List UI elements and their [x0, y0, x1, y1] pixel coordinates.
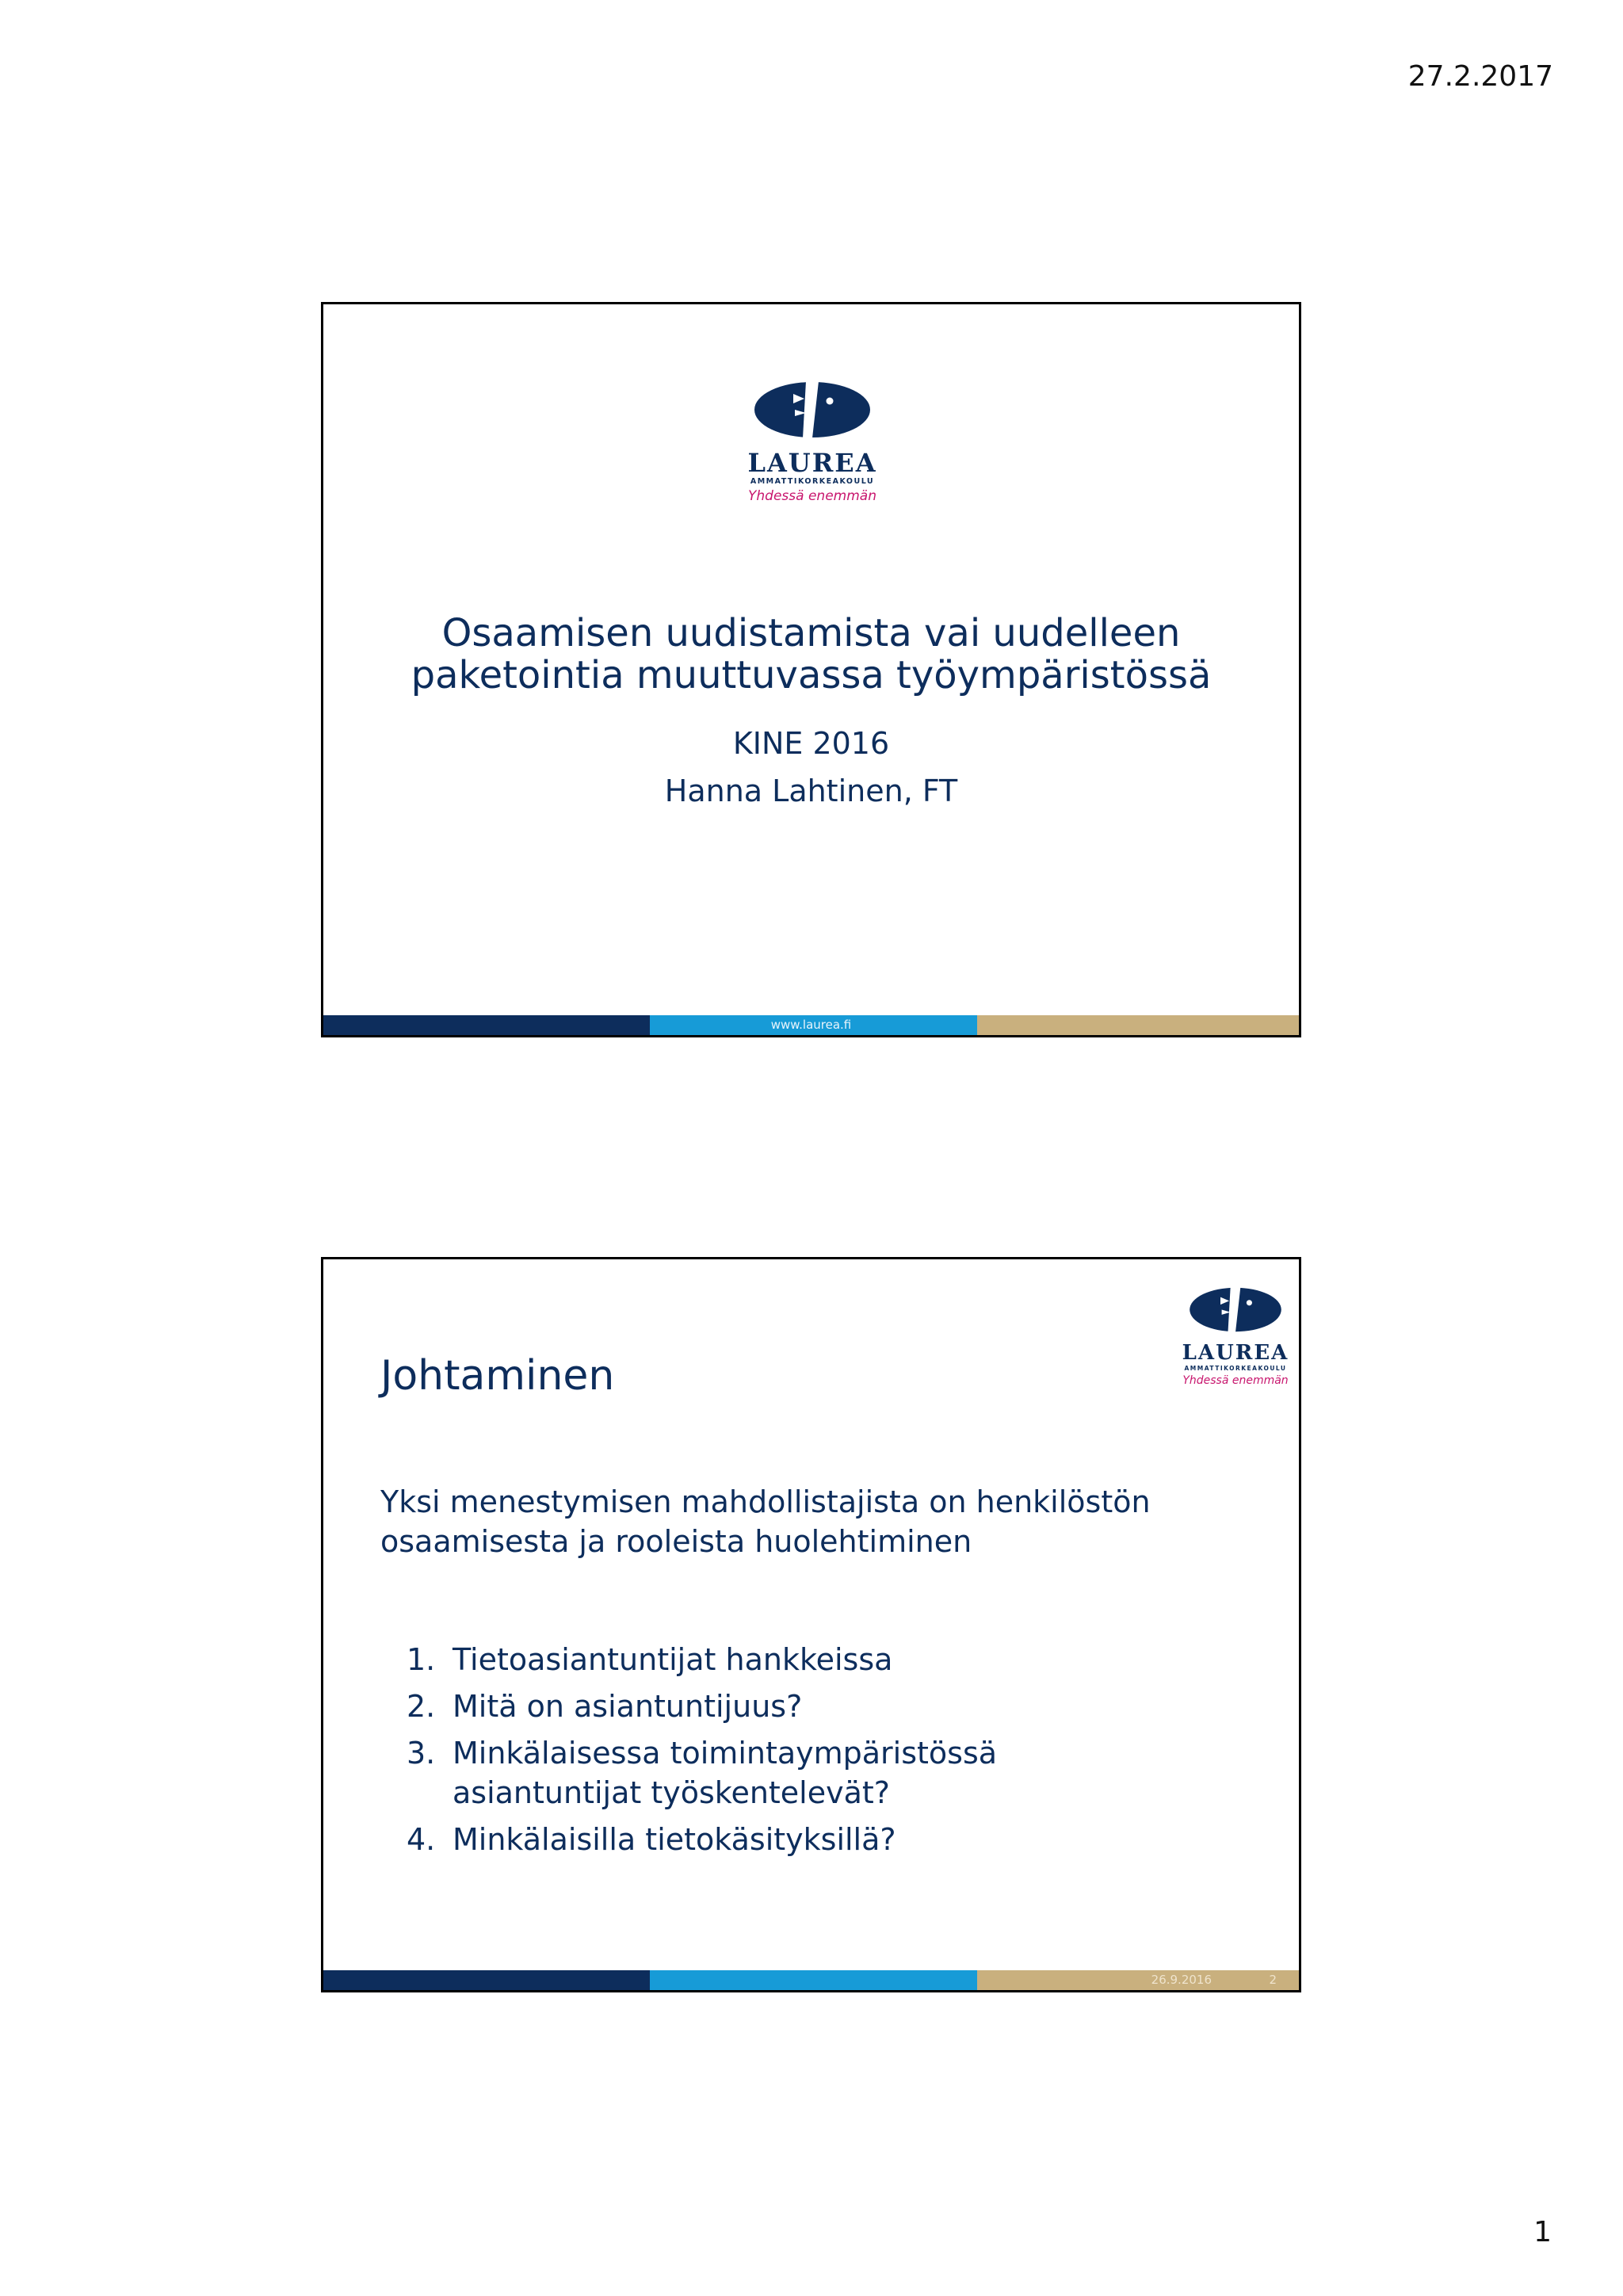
slide-1-author: Hanna Lahtinen, FT: [664, 774, 958, 808]
footer-segment-sand: [977, 1970, 1299, 1990]
logo-tagline: Yhdessä enemmän: [1182, 1374, 1289, 1387]
list-item-line: Tietoasiantuntijat hankkeissa: [453, 1642, 893, 1677]
list-item: [407, 1640, 1120, 1679]
logo-subtitle: AMMATTIKORKEAKOULU: [1184, 1365, 1287, 1372]
slide-1-title-line-1: Osaamisen uudistamista vai uudelleen: [441, 611, 1181, 655]
logo-subtitle: AMMATTIKORKEAKOULU: [750, 477, 875, 486]
slide-2-footer-bar: [323, 1970, 1299, 1990]
slide-2-intro-line-2: osaamisesta ja rooleista huolehtiminen: [380, 1524, 972, 1559]
list-item-text: [453, 1687, 1120, 1726]
footer-segment-navy: [323, 1970, 650, 1990]
logo-tagline: Yhdessä enemmän: [748, 488, 876, 504]
list-item-line: asiantuntijat työskentelevät?: [453, 1775, 890, 1810]
laurea-logo-mark-icon: [754, 381, 871, 438]
list-item-number: 1.: [407, 1642, 436, 1677]
list-item-number: 4.: [407, 1822, 436, 1857]
list-item-number: 2.: [407, 1689, 436, 1724]
list-item-number: 3.: [407, 1736, 436, 1771]
list-item: [407, 1733, 1120, 1813]
page-date: 27.2.2017: [1407, 60, 1553, 93]
slide-1-title: [371, 613, 1251, 697]
laurea-logo: [1180, 1287, 1291, 1389]
list-item: [407, 1687, 1120, 1726]
slide-1: [321, 302, 1301, 1037]
list-item-line: Minkälaisilla tietokäsityksillä?: [453, 1822, 896, 1857]
slide-1-title-line-2: paketointia muuttuvassa työympäristössä: [411, 653, 1212, 697]
slide-2-intro: [380, 1482, 1173, 1561]
footer-slide-number: 2: [1269, 1973, 1277, 1987]
slide-2-heading: Johtaminen: [380, 1352, 615, 1400]
list-item: [407, 1820, 1120, 1859]
list-item-line: Minkälaisessa toimintaympäristössä: [453, 1736, 998, 1771]
footer-date: 26.9.2016: [1151, 1973, 1212, 1987]
footer-url: www.laurea.fi: [770, 1018, 852, 1032]
list-item-text: [453, 1640, 1120, 1679]
slide-2-intro-line-1: Yksi menestymisen mahdollistajista on henkilöstön: [380, 1484, 1151, 1519]
slide-2-numbered-list: [407, 1640, 1120, 1866]
laurea-logo: [741, 381, 884, 506]
list-item-text: [453, 1820, 1120, 1859]
laurea-logo-mark-icon: [1189, 1287, 1282, 1332]
slide-1-event: KINE 2016: [732, 726, 890, 761]
page-number: 1: [1533, 2216, 1552, 2248]
logo-wordmark: LAUREA: [747, 448, 877, 478]
list-item-text: [453, 1733, 1120, 1813]
logo-wordmark: LAUREA: [1182, 1341, 1289, 1365]
footer-segment-blue: [650, 1970, 977, 1990]
list-item-line: Mitä on asiantuntijuus?: [453, 1689, 803, 1724]
slide-2: [321, 1257, 1301, 1992]
